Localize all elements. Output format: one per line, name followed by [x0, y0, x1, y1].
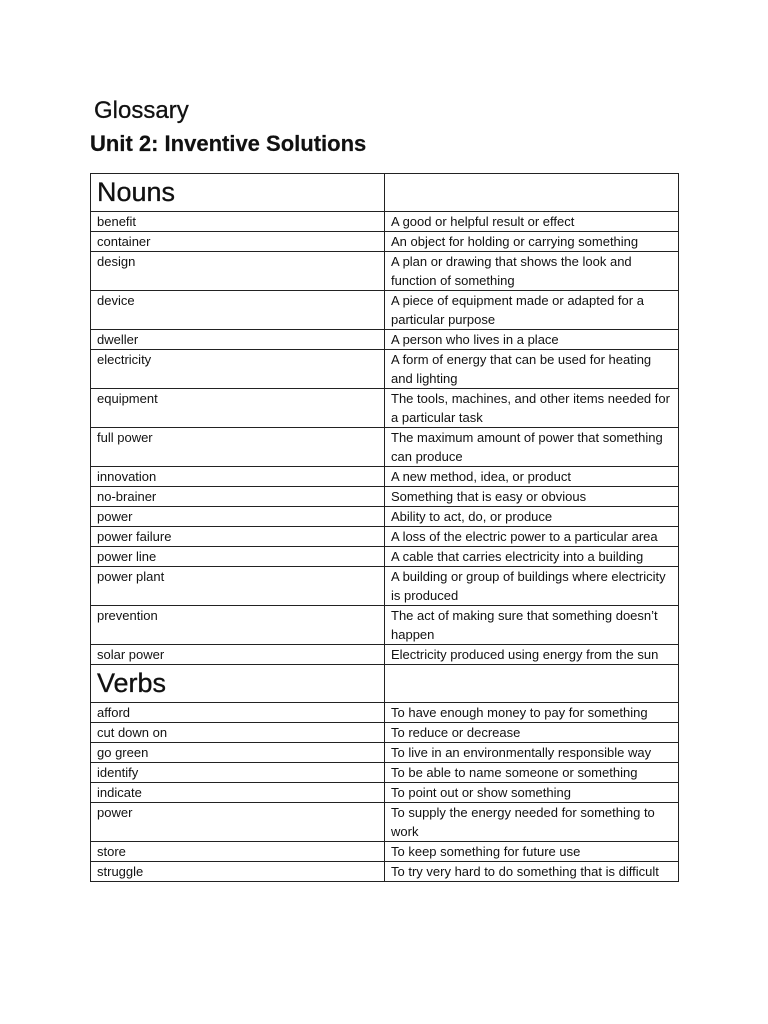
- page-title: Glossary: [94, 97, 189, 124]
- term-cell: innovation: [91, 467, 385, 487]
- term-cell: dweller: [91, 330, 385, 350]
- table-row: [91, 803, 679, 842]
- table-row: [91, 350, 679, 389]
- table-row: [91, 428, 679, 467]
- section-heading: Nouns: [91, 174, 385, 212]
- table-row: [91, 330, 679, 350]
- term-cell: go green: [91, 743, 385, 763]
- definition-cell: To reduce or decrease: [385, 723, 679, 743]
- definition-cell: Ability to act, do, or produce: [385, 507, 679, 527]
- term-cell: power: [91, 803, 385, 842]
- definition-cell: A person who lives in a place: [385, 330, 679, 350]
- term-cell: identify: [91, 763, 385, 783]
- definition-cell: A loss of the electric power to a particular area: [385, 527, 679, 547]
- definition-cell: A form of energy that can be used for heating and lighting: [385, 350, 679, 389]
- section-heading-blank-cell: [385, 665, 679, 703]
- definition-cell: Something that is easy or obvious: [385, 487, 679, 507]
- table-row: [91, 291, 679, 330]
- term-cell: solar power: [91, 645, 385, 665]
- definition-cell: A good or helpful result or effect: [385, 212, 679, 232]
- definition-cell: To keep something for future use: [385, 842, 679, 862]
- table-row: [91, 487, 679, 507]
- glossary-table: [90, 173, 679, 882]
- definition-cell: A piece of equipment made or adapted for a particular purpose: [385, 291, 679, 330]
- term-cell: container: [91, 232, 385, 252]
- definition-cell: To try very hard to do something that is difficult: [385, 862, 679, 882]
- table-row: [91, 645, 679, 665]
- table-row: [91, 606, 679, 645]
- definition-cell: The act of making sure that something doesn’t happen: [385, 606, 679, 645]
- definition-cell: To be able to name someone or something: [385, 763, 679, 783]
- table-row: [91, 507, 679, 527]
- term-cell: equipment: [91, 389, 385, 428]
- unit-subtitle: Unit 2: Inventive Solutions: [90, 131, 367, 156]
- term-cell: design: [91, 252, 385, 291]
- table-row: [91, 527, 679, 547]
- table-row: [91, 232, 679, 252]
- definition-cell: To live in an environmentally responsible way: [385, 743, 679, 763]
- table-row: [91, 842, 679, 862]
- term-cell: power: [91, 507, 385, 527]
- section-header-row: [91, 174, 679, 212]
- term-cell: electricity: [91, 350, 385, 389]
- definition-cell: To point out or show something: [385, 783, 679, 803]
- table-row: [91, 212, 679, 232]
- term-cell: prevention: [91, 606, 385, 645]
- term-cell: power line: [91, 547, 385, 567]
- glossary-table-body: [91, 174, 679, 882]
- table-row: [91, 389, 679, 428]
- term-cell: no-brainer: [91, 487, 385, 507]
- term-cell: device: [91, 291, 385, 330]
- term-cell: benefit: [91, 212, 385, 232]
- term-cell: struggle: [91, 862, 385, 882]
- section-heading-blank-cell: [385, 174, 679, 212]
- term-cell: store: [91, 842, 385, 862]
- table-row: [91, 547, 679, 567]
- table-row: [91, 567, 679, 606]
- term-cell: afford: [91, 703, 385, 723]
- section-heading: Verbs: [91, 665, 385, 703]
- term-cell: indicate: [91, 783, 385, 803]
- table-row: [91, 252, 679, 291]
- table-row: [91, 763, 679, 783]
- table-row: [91, 743, 679, 763]
- definition-cell: A cable that carries electricity into a building: [385, 547, 679, 567]
- table-row: [91, 783, 679, 803]
- definition-cell: An object for holding or carrying something: [385, 232, 679, 252]
- definition-cell: A new method, idea, or product: [385, 467, 679, 487]
- section-header-row: [91, 665, 679, 703]
- definition-cell: Electricity produced using energy from the sun: [385, 645, 679, 665]
- definition-cell: To supply the energy needed for something to work: [385, 803, 679, 842]
- table-row: [91, 862, 679, 882]
- table-row: [91, 467, 679, 487]
- term-cell: full power: [91, 428, 385, 467]
- definition-cell: To have enough money to pay for something: [385, 703, 679, 723]
- definition-cell: The maximum amount of power that something can produce: [385, 428, 679, 467]
- term-cell: cut down on: [91, 723, 385, 743]
- definition-cell: The tools, machines, and other items needed for a particular task: [385, 389, 679, 428]
- table-row: [91, 723, 679, 743]
- term-cell: power failure: [91, 527, 385, 547]
- definition-cell: A plan or drawing that shows the look and function of something: [385, 252, 679, 291]
- term-cell: power plant: [91, 567, 385, 606]
- table-row: [91, 703, 679, 723]
- definition-cell: A building or group of buildings where electricity is produced: [385, 567, 679, 606]
